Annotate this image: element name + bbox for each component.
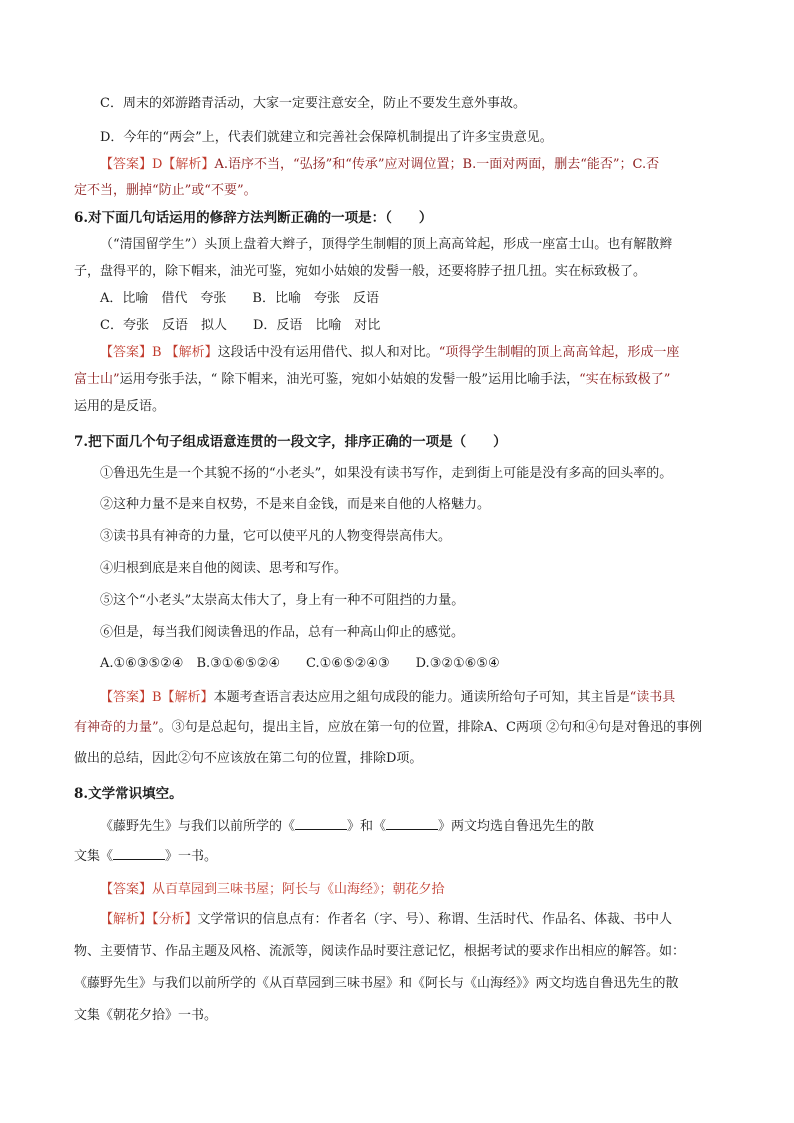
question-7-sentence-3: ③读书具有神奇的力量，它可以使平凡的人物变得崇高伟大。 <box>100 529 452 544</box>
answer-6-line-3: 运用的是反语。 <box>74 399 166 414</box>
question-8-line-1: 《藤野先生》与我们以前所学的《 》和《 》两文均选自鲁迅先生的散 <box>74 813 724 841</box>
question-8-title: 8.文学常识填空。 <box>74 786 183 802</box>
question-6-options-ab: A．比喻 借代 夸张 B．比喻 夸张 反语 <box>100 291 379 306</box>
question-6-passage-2: 子，盘得平的，除下帽来，油光可鉴，宛如小姑娘的发髻一般，还要将脖子扭几扭。实在标致极了。 <box>74 264 647 279</box>
question-6-passage-1: （“清国留学生”）头顶上盘着大辫子，顶得学生制帽的顶上高高耸起，形成一座富士山。也有解散辫 <box>100 237 673 252</box>
question-7-options: A.①⑥③⑤②④ B.③①⑥⑤②④ C.①⑥⑤②④③ D.③②①⑥⑤④ <box>100 656 500 671</box>
answer-7-line-3: 做出的总结，因此②句不应该放在第二句的位置，排除D项。 <box>74 751 423 766</box>
analysis-8-line-1: 【解析】【分析】文学常识的信息点有：作者名（字、号）、称谓、生活时代、作品名、体裁、书中人 <box>100 912 673 927</box>
option-c: C．周末的郊游踏青活动，大家一定要注意安全，防止不要发生意外事故。 <box>100 96 526 111</box>
question-7-sentence-5: ⑤这个“小老头”太崇高太伟大了，身上有一种不可阻挡的力量。 <box>100 593 465 608</box>
option-d: D．今年的“两会”上，代表们就建立和完善社会保障机制提出了许多宝贵意见。 <box>100 130 553 145</box>
answer-tag: 【答案】B 【解析】 <box>100 345 218 360</box>
fill-blank-1 <box>295 815 347 830</box>
answer-7-line-2: 有神奇的力量”。③句是总起句，提出主旨，应放在第一句的位置，排除A、C两项 ②句和④句是对鲁迅的事例 <box>74 720 703 735</box>
question-8-line-2: 文集《 》一书。 <box>74 843 724 871</box>
analysis-8-line-4: 文集《朝花夕拾》一书。 <box>74 1008 218 1023</box>
analysis-8-line-2: 物、主要情节、作品主题及风格、流派等，阅读作品时要注意记忆，根据考试的要求作出相应的解答。如： <box>74 944 686 959</box>
answer-6-line-1: 【答案】B 【解析】这段话中没有运用借代、拟人和对比。“项得学生制帽的顶上高高耸起，形成一座 <box>100 345 680 360</box>
analysis-tag: 【解析】【分析】 <box>100 912 198 927</box>
question-7-sentence-1: ①鲁迅先生是一个其貌不扬的“小老头”，如果没有读书写作，走到街上可能是没有多高的回头率的。 <box>100 466 673 481</box>
question-7-sentence-4: ④归根到底是来自他的阅读、思考和写作。 <box>100 561 348 576</box>
question-7-sentence-6: ⑥但是，每当我们阅读鲁迅的作品，总有一种高山仰止的感觉。 <box>100 625 465 640</box>
fill-blank-3 <box>113 845 165 860</box>
question-7-sentence-2: ②这种力量不是来自权势，不是来自金钱，而是来自他的人格魅力。 <box>100 497 491 512</box>
question-6-title: 6.对下面几句话运用的修辞方法判断正确的一项是：（ ） <box>74 210 433 226</box>
fill-blank-2 <box>386 815 438 830</box>
question-6-options-cd: C．夸张 反语 拟人 D．反语 比喻 对比 <box>100 318 381 333</box>
answer-5-line-2: 定不当，删掉“防止”或“不要”。 <box>74 183 257 198</box>
answer-7-line-1: 【答案】B【解析】本题考查语言表达应用之組句成段的能力。通读所给句子可知，其主旨是“读书具 <box>100 690 676 705</box>
answer-8: 【答案】从百草园到三味书屋；阿长与《山海经》；朝花夕拾 <box>100 882 445 897</box>
answer-tag: 【答案】D【解析】 <box>100 157 215 172</box>
question-7-title: 7.把下面几个句子组成语意连贯的一段文字，排序正确的一项是（ ） <box>74 434 507 450</box>
answer-tag: 【答案】B【解析】 <box>100 690 214 705</box>
answer-5-line-1: 【答案】D【解析】A.语序不当，“弘扬”和“传承”应对调位置；B.一面对两面，删去“能否”；C.否 <box>100 157 660 172</box>
answer-6-line-2: 富士山”运用夸张手法，“ 除下帽来，油光可鉴，宛如小姑娘的发髻一般”运用比喻手法，“实在标致极了” <box>74 372 671 387</box>
analysis-8-line-3: 《藤野先生》与我们以前所学的《从百草园到三味书屋》和《阿长与《山海经》》两文均选自鲁迅先生的散 <box>74 976 679 991</box>
